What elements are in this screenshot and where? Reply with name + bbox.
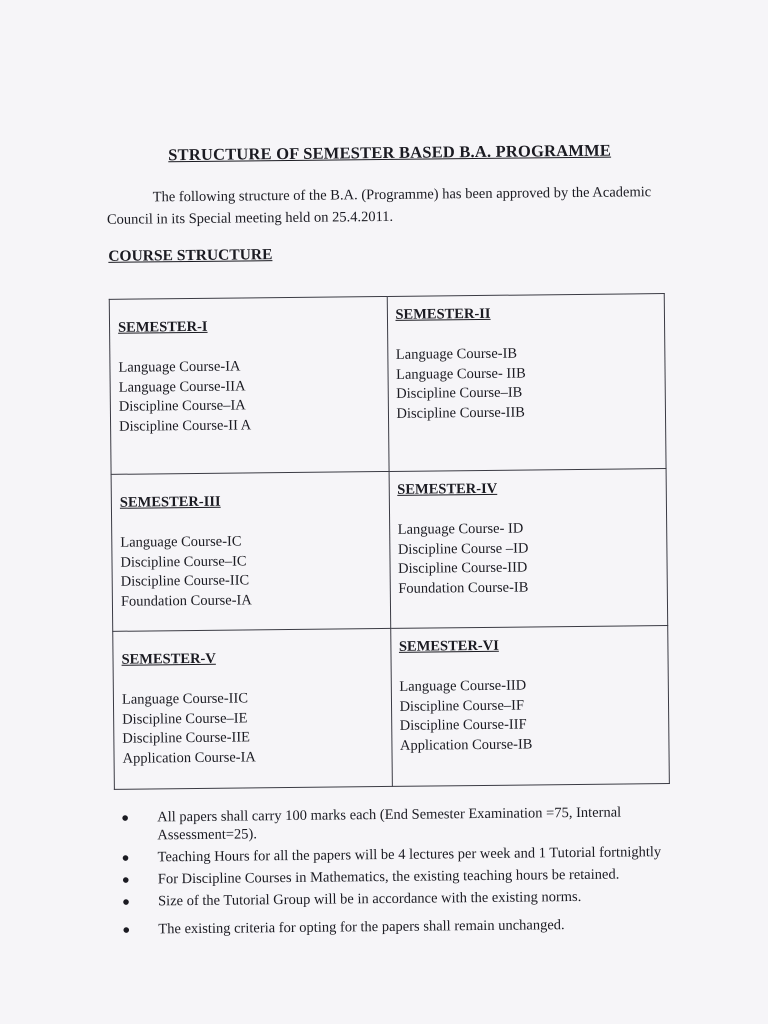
course-item: Discipline Course–IE xyxy=(122,709,248,728)
bullet-icon: ● xyxy=(121,849,130,865)
course-item: Discipline Course–IB xyxy=(396,384,523,402)
course-item: Discipline Course-IID xyxy=(398,559,528,577)
semester-cell-2 xyxy=(387,294,666,472)
course-item: Language Course-IIA xyxy=(118,377,246,396)
semester-title: SEMESTER-V xyxy=(121,650,216,668)
list-item xyxy=(120,865,700,889)
semester-title: SEMESTER-IV xyxy=(397,480,498,498)
course-item: Foundation Course-IA xyxy=(120,591,252,610)
semester-title: SEMESTER-III xyxy=(119,493,221,511)
bullet-icon: ● xyxy=(121,893,130,909)
course-item: Discipline Course-II A xyxy=(119,416,252,435)
bullet-icon: ● xyxy=(121,871,130,887)
intro-text: The following structure of the B.A. (Programme) has been approved by the Academic Council in its Special meeting held on 25.4.2011. xyxy=(106,184,652,228)
semester-title: SEMESTER-I xyxy=(117,318,208,336)
course-item: Discipline Course-IIE xyxy=(122,729,251,747)
note-text: The existing criteria for opting for the papers shall remain unchanged. xyxy=(158,917,565,938)
course-item: Discipline Course–IA xyxy=(118,397,246,415)
note-text: Size of the Tutorial Group will be in accordance with the existing norms. xyxy=(157,888,582,910)
intro-paragraph xyxy=(107,181,667,231)
course-item: Language Course- IIB xyxy=(395,365,526,383)
course-item: Language Course-IA xyxy=(118,358,241,376)
course-structure-heading: COURSE STRUCTURE xyxy=(108,246,273,265)
course-item: Discipline Course –ID xyxy=(397,539,529,558)
course-item: Application Course-IA xyxy=(122,748,256,767)
course-item: Application Course-IB xyxy=(399,735,533,754)
course-item: Discipline Course–IC xyxy=(120,552,247,571)
course-item: Discipline Course–IF xyxy=(399,697,525,715)
semester-cell-4 xyxy=(389,469,668,629)
course-item: Language Course-IID xyxy=(399,677,527,695)
table-row xyxy=(111,469,668,632)
course-item: Discipline Course-IIB xyxy=(396,404,526,422)
semester-title: SEMESTER-VI xyxy=(398,637,499,655)
notes-list xyxy=(119,803,700,943)
note-text: All papers shall carry 100 marks each (End Semester Examination =75, Internal Assessment=25). xyxy=(157,804,622,844)
list-item xyxy=(120,887,700,911)
course-item: Discipline Course-IIC xyxy=(120,572,250,590)
document-title: STRUCTURE OF SEMESTER BASED B.A. PROGRAMME xyxy=(168,140,612,165)
bullet-icon: ● xyxy=(122,921,131,937)
note-text: Teaching Hours for all the papers will be 4 lectures per week and 1 Tutorial fortnightly xyxy=(157,844,662,866)
course-item: Language Course- ID xyxy=(397,520,524,538)
course-item: Language Course-IIC xyxy=(121,690,249,708)
course-item: Language Course-IB xyxy=(395,345,518,363)
course-item: Discipline Course-IIF xyxy=(399,716,527,734)
course-item: Language Course-IC xyxy=(120,533,242,551)
list-item xyxy=(119,803,699,845)
table-row xyxy=(113,626,670,790)
list-item xyxy=(120,915,700,939)
semester-cell-1 xyxy=(109,296,388,474)
semester-title: SEMESTER-II xyxy=(395,305,491,323)
table-row xyxy=(109,294,666,475)
semester-cell-3 xyxy=(111,471,390,631)
semester-table xyxy=(109,293,670,790)
semester-cell-6 xyxy=(390,626,669,787)
note-text: For Discipline Courses in Mathematics, the existing teaching hours be retained. xyxy=(157,866,620,888)
semester-cell-5 xyxy=(113,628,392,789)
bullet-icon: ● xyxy=(121,809,130,825)
list-item xyxy=(120,843,700,867)
course-item: Foundation Course-IB xyxy=(398,578,529,597)
